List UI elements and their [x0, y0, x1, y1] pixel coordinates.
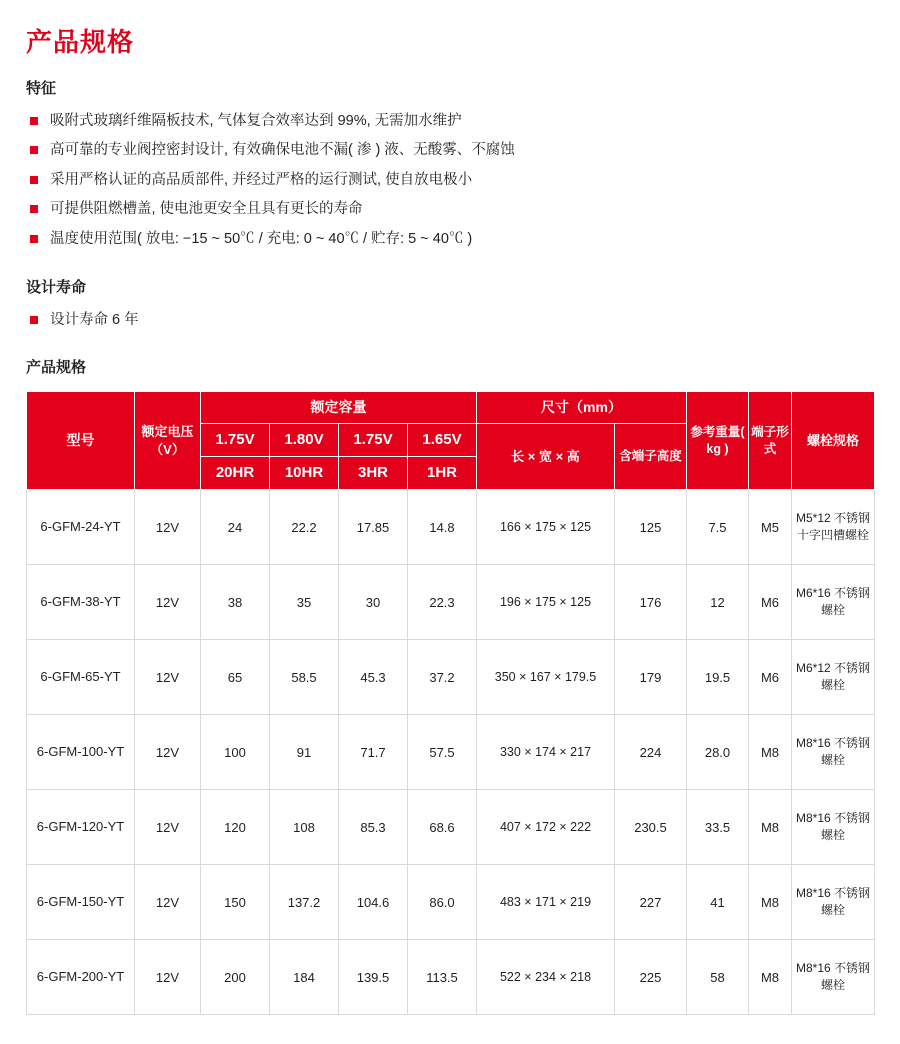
cell-c20: 65 [201, 640, 270, 715]
page-title: 产品规格 [26, 27, 135, 57]
th-hour-1: 20HR [201, 456, 270, 489]
cell-weight: 7.5 [687, 490, 749, 565]
cell-c20: 120 [201, 790, 270, 865]
cell-voltage: 12V [135, 865, 201, 940]
list-item-label: 温度使用范围( 放电: −15 ~ 50℃ / 充电: 0 ~ 40℃ / 贮存: 5 ~ 40℃ ) [50, 230, 473, 247]
cell-model: 6-GFM-200-YT [27, 940, 135, 1015]
cell-lwh: 407 × 172 × 222 [477, 790, 615, 865]
cell-c3: 71.7 [339, 715, 408, 790]
cell-bolt: M8*16 不锈钢螺栓 [792, 715, 875, 790]
list-item [26, 228, 874, 250]
list-item-label: 可提供阻燃槽盖, 使电池更安全且具有更长的寿命 [50, 201, 363, 218]
cell-terminal-type: M8 [749, 790, 792, 865]
cell-c1: 22.3 [408, 565, 477, 640]
table-row [27, 715, 875, 790]
cell-voltage: 12V [135, 565, 201, 640]
cell-bolt: M8*16 不锈钢螺栓 [792, 940, 875, 1015]
cell-c20: 38 [201, 565, 270, 640]
cell-c10: 108 [270, 790, 339, 865]
cell-voltage: 12V [135, 640, 201, 715]
th-rated-voltage: 额定电压（V） [135, 391, 201, 489]
spec-table-head [27, 391, 875, 489]
cell-terminal-type: M8 [749, 715, 792, 790]
cell-terminal-height: 179 [615, 640, 687, 715]
th-dimensions: 尺寸（mm） [477, 391, 687, 423]
features-list [26, 110, 874, 250]
list-item-label: 设计寿命 6 年 [50, 312, 139, 329]
spec-heading: 产品规格 [26, 358, 87, 376]
cell-c3: 104.6 [339, 865, 408, 940]
cell-c1: 68.6 [408, 790, 477, 865]
list-item-label: 吸附式玻璃纤维隔板技术, 气体复合效率达到 99%, 无需加水维护 [50, 113, 462, 129]
list-item [26, 169, 874, 191]
cell-model: 6-GFM-120-YT [27, 790, 135, 865]
cell-terminal-height: 125 [615, 490, 687, 565]
table-row [27, 640, 875, 715]
table-row [27, 940, 875, 1015]
list-item-label: 采用严格认证的高品质部件, 并经过严格的运行测试, 使自放电极小 [50, 171, 473, 188]
th-model: 型号 [27, 391, 135, 489]
th-rate-4: 1.65V [408, 423, 477, 456]
square-bullet-icon [30, 146, 38, 154]
th-lwh: 长 × 宽 × 高 [477, 423, 615, 490]
cell-voltage: 12V [135, 715, 201, 790]
cell-c20: 150 [201, 865, 270, 940]
cell-terminal-type: M6 [749, 565, 792, 640]
cell-lwh: 330 × 174 × 217 [477, 715, 615, 790]
cell-voltage: 12V [135, 940, 201, 1015]
square-bullet-icon [30, 316, 38, 324]
cell-bolt: M5*12 不锈钢十字凹槽螺栓 [792, 490, 875, 565]
cell-c20: 100 [201, 715, 270, 790]
cell-c10: 137.2 [270, 865, 339, 940]
list-item [26, 110, 874, 132]
cell-c10: 58.5 [270, 640, 339, 715]
list-item [26, 198, 874, 220]
cell-bolt: M8*16 不锈钢螺栓 [792, 865, 875, 940]
th-rate-3: 1.75V [339, 423, 408, 456]
cell-model: 6-GFM-65-YT [27, 640, 135, 715]
cell-c1: 14.8 [408, 490, 477, 565]
table-row [27, 790, 875, 865]
cell-terminal-type: M5 [749, 490, 792, 565]
cell-c3: 45.3 [339, 640, 408, 715]
cell-c1: 86.0 [408, 865, 477, 940]
header-row-1 [27, 391, 875, 423]
cell-c10: 91 [270, 715, 339, 790]
cell-lwh: 483 × 171 × 219 [477, 865, 615, 940]
cell-c3: 139.5 [339, 940, 408, 1015]
list-item [26, 139, 874, 161]
cell-c1: 113.5 [408, 940, 477, 1015]
features-heading: 特征 [26, 80, 57, 97]
cell-c1: 37.2 [408, 640, 477, 715]
th-weight: 参考重量( kg ) [687, 391, 749, 489]
cell-model: 6-GFM-100-YT [27, 715, 135, 790]
square-bullet-icon [30, 176, 38, 184]
cell-model: 6-GFM-150-YT [27, 865, 135, 940]
th-hour-3: 3HR [339, 456, 408, 489]
table-row [27, 490, 875, 565]
cell-voltage: 12V [135, 790, 201, 865]
cell-c3: 85.3 [339, 790, 408, 865]
th-rated-capacity: 额定容量 [201, 391, 477, 423]
cell-terminal-height: 227 [615, 865, 687, 940]
square-bullet-icon [30, 205, 38, 213]
cell-model: 6-GFM-38-YT [27, 565, 135, 640]
cell-c1: 57.5 [408, 715, 477, 790]
cell-terminal-type: M8 [749, 865, 792, 940]
square-bullet-icon [30, 117, 38, 125]
cell-c20: 200 [201, 940, 270, 1015]
th-hour-4: 1HR [408, 456, 477, 489]
cell-terminal-height: 230.5 [615, 790, 687, 865]
cell-weight: 19.5 [687, 640, 749, 715]
cell-c3: 30 [339, 565, 408, 640]
cell-weight: 33.5 [687, 790, 749, 865]
cell-weight: 41 [687, 865, 749, 940]
cell-weight: 28.0 [687, 715, 749, 790]
cell-c10: 22.2 [270, 490, 339, 565]
spec-table-body [27, 490, 875, 1015]
th-bolt-spec: 螺栓规格 [792, 391, 875, 489]
cell-c20: 24 [201, 490, 270, 565]
th-hour-2: 10HR [270, 456, 339, 489]
cell-weight: 12 [687, 565, 749, 640]
th-terminal-height: 含端子高度 [615, 423, 687, 490]
cell-lwh: 196 × 175 × 125 [477, 565, 615, 640]
th-rate-1: 1.75V [201, 423, 270, 456]
cell-c10: 184 [270, 940, 339, 1015]
cell-lwh: 166 × 175 × 125 [477, 490, 615, 565]
table-row [27, 565, 875, 640]
cell-weight: 58 [687, 940, 749, 1015]
list-item-label: 高可靠的专业阀控密封设计, 有效确保电池不漏( 渗 ) 液、无酸雾、不腐蚀 [50, 142, 515, 159]
th-rate-2: 1.80V [270, 423, 339, 456]
th-terminal-type: 端子形式 [749, 391, 792, 489]
cell-c3: 17.85 [339, 490, 408, 565]
square-bullet-icon [30, 235, 38, 243]
cell-bolt: M6*12 不锈钢螺栓 [792, 640, 875, 715]
design-life-heading: 设计寿命 [26, 279, 87, 297]
list-item [26, 309, 874, 331]
cell-terminal-height: 224 [615, 715, 687, 790]
cell-terminal-height: 225 [615, 940, 687, 1015]
table-row [27, 865, 875, 940]
cell-terminal-height: 176 [615, 565, 687, 640]
cell-voltage: 12V [135, 490, 201, 565]
cell-bolt: M6*16 不锈钢螺栓 [792, 565, 875, 640]
cell-bolt: M8*16 不锈钢螺栓 [792, 790, 875, 865]
cell-c10: 35 [270, 565, 339, 640]
spec-table [26, 391, 875, 1015]
design-life-list [26, 309, 874, 331]
cell-lwh: 350 × 167 × 179.5 [477, 640, 615, 715]
cell-lwh: 522 × 234 × 218 [477, 940, 615, 1015]
cell-terminal-type: M6 [749, 640, 792, 715]
cell-model: 6-GFM-24-YT [27, 490, 135, 565]
cell-terminal-type: M8 [749, 940, 792, 1015]
